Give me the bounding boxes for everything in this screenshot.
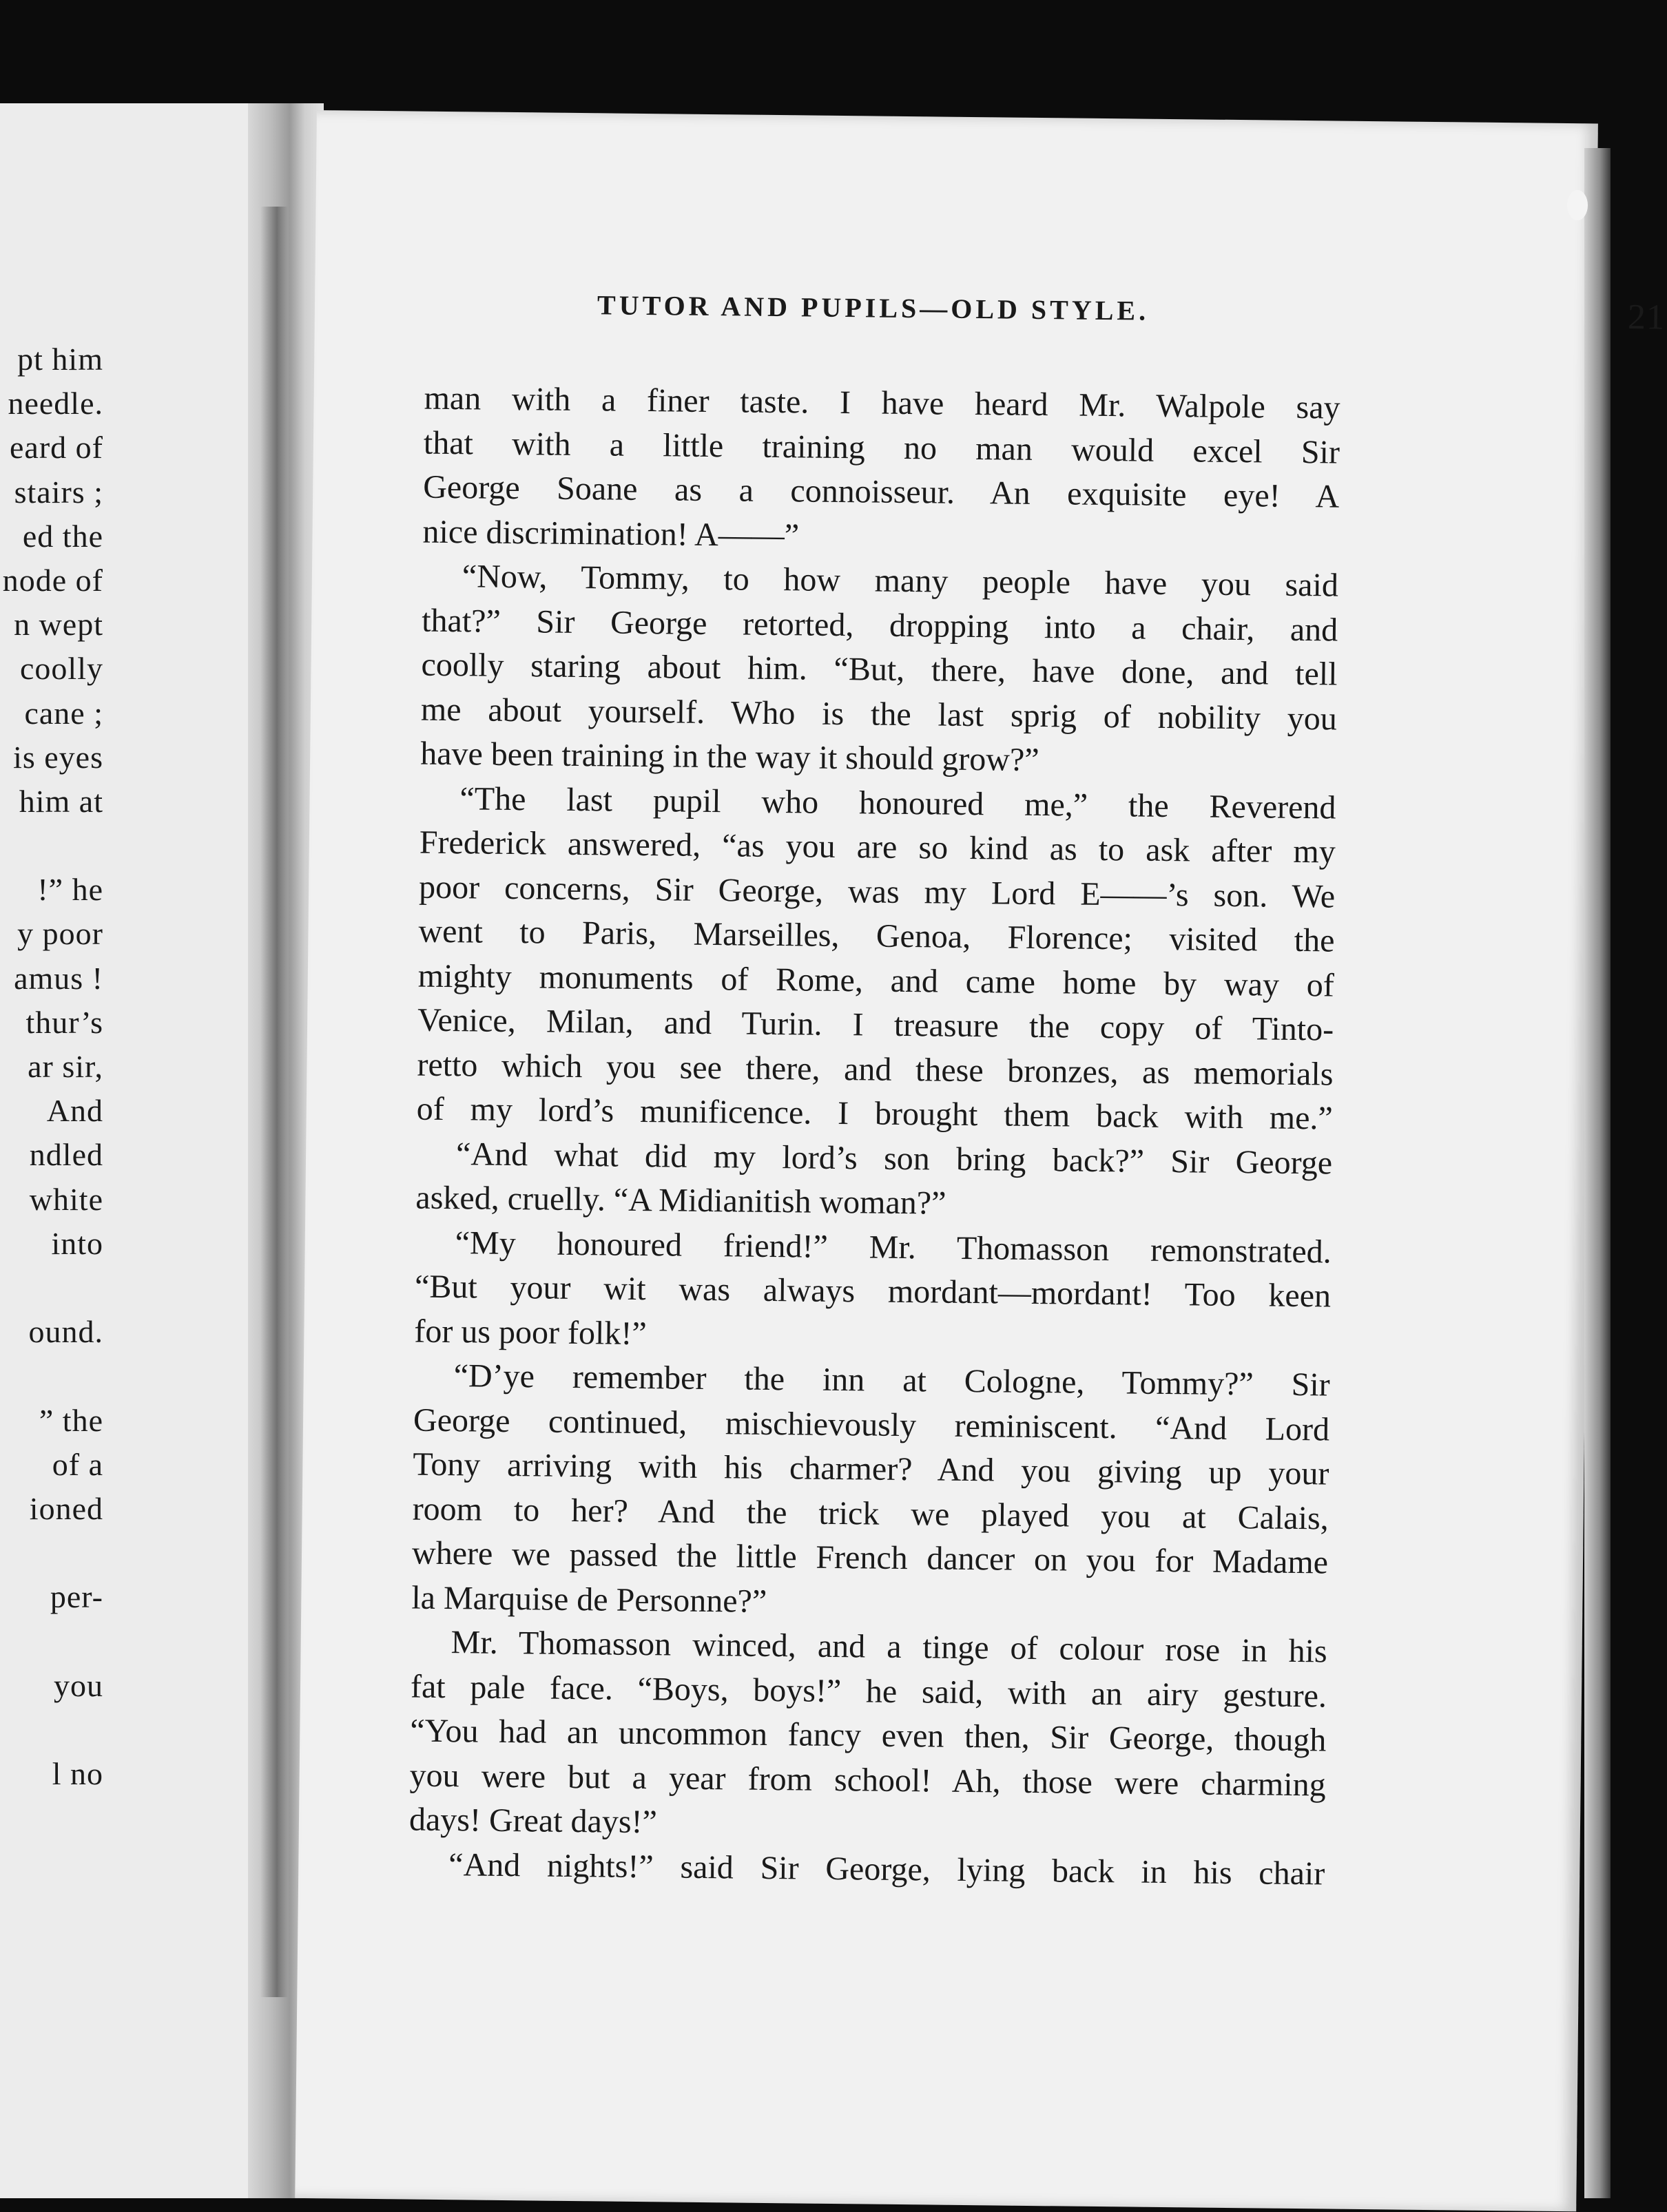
- left-page-line: eard of: [10, 430, 103, 466]
- left-page-line: him at: [19, 783, 103, 819]
- text-line: “D’ye remember the inn at Cologne, Tommy?” Sir: [453, 1357, 1330, 1404]
- left-page-line: pt him: [17, 342, 103, 377]
- running-head: TUTOR AND PUPILS—OLD STYLE.: [597, 289, 1150, 326]
- text-line: “Now, Tommy, to how many people have you said: [462, 558, 1339, 604]
- text-line: poor concerns, Sir George, was my Lord E——’s son. We: [418, 868, 1336, 915]
- left-page-line: [0, 1354, 103, 1398]
- text-line: “And what did my lord’s son bring back?” Sir George: [455, 1135, 1333, 1182]
- page-edge: [1584, 148, 1611, 2198]
- text-line: nice discrimination! A——”: [422, 513, 800, 554]
- left-page-line: !” he: [37, 872, 103, 908]
- body-text: [408, 377, 1340, 1897]
- page-header: [597, 289, 1666, 337]
- text-line: Tony arriving with his charmer? And you giving up your: [413, 1446, 1329, 1492]
- text-line: retto which you see there, and these bronzes, as memorials: [417, 1046, 1334, 1093]
- text-line: of my lord’s munificence. I brought them back with me.”: [416, 1090, 1334, 1137]
- text-line: that?” Sir George retorted, dropping into a chair, and: [421, 602, 1338, 649]
- left-page-line: [0, 1531, 103, 1575]
- text-line: “The last pupil who honoured me,” the Reverend: [459, 780, 1336, 826]
- text-line: George continued, mischievously reminiscent. “And Lord: [413, 1401, 1330, 1448]
- left-page-line: n wept: [14, 607, 103, 643]
- left-page-line: cane ;: [24, 695, 103, 731]
- left-page-line: you: [54, 1667, 103, 1703]
- text-line: Mr. Thomasson winced, and a tinge of colour rose in his: [451, 1624, 1327, 1670]
- text-line: “My honoured friend!” Mr. Thomasson remonstrated.: [455, 1224, 1332, 1271]
- left-page-line: [0, 824, 103, 868]
- text-line: la Marquise de Personne?”: [411, 1579, 767, 1620]
- text-line: room to her? And the trick we played you at Calais,: [412, 1490, 1329, 1536]
- left-page-line: is eyes: [13, 739, 103, 775]
- text-line: mighty monuments of Rome, and came home by way of: [417, 957, 1335, 1004]
- left-page-line: of a: [52, 1446, 103, 1482]
- left-page-line: y poor: [17, 916, 103, 952]
- left-page-line: l no: [52, 1756, 103, 1791]
- left-page-line: amus !: [14, 960, 103, 996]
- text-line: where we passed the little French dancer on you for Madame: [411, 1534, 1329, 1581]
- left-page-line: ndled: [29, 1137, 103, 1173]
- left-page-text: [0, 337, 103, 1796]
- left-page-line: into: [51, 1225, 103, 1261]
- text-line: fat pale face. “Boys, boys!” he said, with an airy gesture.: [410, 1668, 1327, 1714]
- text-line: “And nights!” said Sir George, lying back in his chair: [448, 1846, 1325, 1892]
- text-line: coolly staring about him. “But, there, have done, and tell: [421, 646, 1338, 693]
- text-line: went to Paris, Marseilles, Genoa, Florence; visited the: [418, 912, 1335, 959]
- left-page-line: needle.: [8, 386, 103, 421]
- left-page-line: ed the: [22, 518, 103, 554]
- left-page-line: ” the: [39, 1402, 103, 1438]
- text-line: days! Great days!”: [408, 1801, 658, 1841]
- left-page: [0, 103, 262, 2198]
- text-line: you were but a year from school! Ah, those were charming: [409, 1757, 1326, 1803]
- dust-speck: [1567, 190, 1588, 220]
- left-page-line: ioned: [29, 1490, 103, 1526]
- right-page: [295, 110, 1666, 2211]
- left-page-line: white: [29, 1181, 103, 1217]
- text-line: me about yourself. Who is the last sprig of nobility you: [420, 691, 1338, 738]
- text-line: that with a little training no man would excel Sir: [423, 424, 1340, 471]
- left-page-line: coolly: [20, 651, 103, 687]
- text-line: for us poor folk!”: [414, 1313, 647, 1352]
- text-line: George Soane as a connoisseur. An exquisite eye! A: [423, 468, 1340, 515]
- text-line: “You had an uncommon fancy even then, Sir George, though: [410, 1712, 1327, 1759]
- text-line: Venice, Milan, and Turin. I treasure the copy of Tinto-: [417, 1001, 1334, 1048]
- left-page-line: [0, 1619, 103, 1663]
- text-line: asked, cruelly. “A Midianitish woman?”: [415, 1179, 946, 1222]
- left-page-line: [0, 1708, 103, 1752]
- text-line: Frederick answered, “as you are so kind as to ask after my: [419, 824, 1336, 870]
- text-line: man with a finer taste. I have heard Mr. Walpole say: [424, 379, 1340, 426]
- left-page-line: node of: [2, 562, 103, 598]
- left-page-line: And: [46, 1093, 103, 1129]
- left-page-line: ound.: [28, 1314, 103, 1350]
- left-page-line: thur’s: [25, 1004, 103, 1040]
- left-page-line: ar sir,: [28, 1049, 103, 1084]
- left-page-line: per-: [50, 1579, 103, 1615]
- text-line: have been training in the way it should grow?”: [420, 735, 1039, 779]
- left-page-line: [0, 1266, 103, 1310]
- page-number: 21: [1627, 297, 1666, 337]
- gutter-shadow: [260, 207, 288, 1997]
- text-line: “But your wit was always mordant—mordant! Too keen: [414, 1268, 1332, 1315]
- left-page-line: stairs ;: [14, 474, 103, 510]
